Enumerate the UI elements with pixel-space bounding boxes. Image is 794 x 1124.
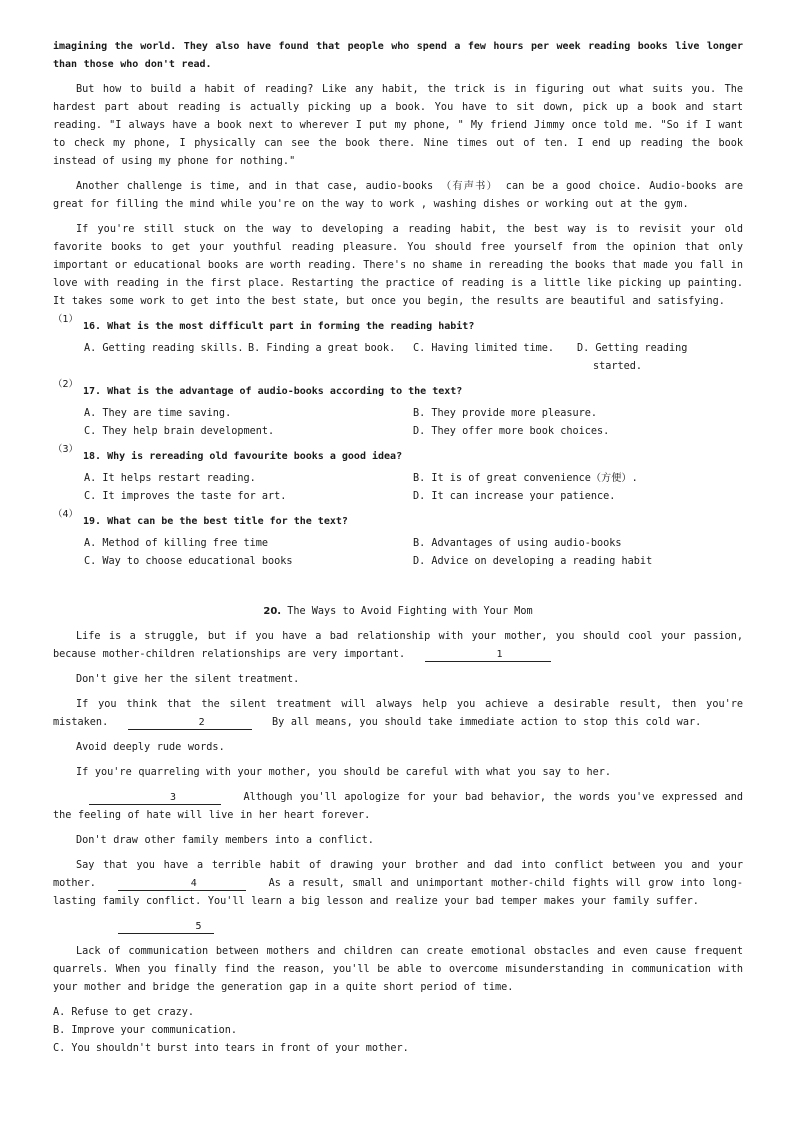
section-number: 20. xyxy=(263,606,282,617)
question-16 xyxy=(53,314,743,336)
s20-choices xyxy=(53,1004,743,1058)
s20-blank-5-line xyxy=(53,918,743,936)
passage-intro: imagining the world. They also have found that people who spend a few hours per week reading books live longer than those who don't read. xyxy=(53,41,743,70)
blank-4[interactable]: 4 xyxy=(118,877,246,891)
option-b[interactable]: B. Advantages of using audio-books xyxy=(413,538,622,549)
option-d-continued: started. xyxy=(593,361,643,372)
blank-3[interactable]: 3 xyxy=(89,791,221,805)
section-20-title xyxy=(53,603,743,621)
option-a[interactable]: A. It helps restart reading. xyxy=(84,473,256,484)
blank-5[interactable]: 5 xyxy=(118,920,214,934)
question-stem: 18. Why is rereading old favourite books a good idea? xyxy=(83,451,403,462)
s20-paragraph-3b: 3 Although you'll apologize for your bad behavior, the words you've expressed and the feeling of hate will live in her heart forever. xyxy=(53,792,743,821)
choice-b[interactable]: B. Improve your communication. xyxy=(53,1025,238,1036)
option-a[interactable]: A. Method of killing free time xyxy=(84,538,269,549)
question-number: （3） xyxy=(53,444,79,455)
question-number: （1） xyxy=(53,314,79,325)
question-19-options xyxy=(84,535,743,571)
option-c[interactable]: C. They help brain development. xyxy=(84,426,275,437)
s20-paragraph-3: If you're quarreling with your mother, you should be careful with what you say to her. xyxy=(76,767,611,778)
choice-a[interactable]: A. Refuse to get crazy. xyxy=(53,1007,195,1018)
question-17 xyxy=(53,379,743,401)
option-d[interactable]: D. Getting reading xyxy=(577,343,688,354)
passage-paragraph-3: If you're still stuck on the way to developing a reading habit, the best way is to revisit your old favorite books to get your youthful reading pleasure. You should free yourself from the opinion that only important or educational books are worth reading. There's no shame in rereading the books that made you fall in love with reading in the first place. Restarting the practice of reading is a little like picking up painting. It takes some work to get into the best state, but once you begin, the results are beautiful and satisfying. xyxy=(53,224,743,307)
s20-paragraph-2: If you think that the silent treatment will always help you achieve a desirable result, then you're mistaken. 2 By all means, you should take immediate action to stop this cold war. xyxy=(53,699,743,728)
option-a[interactable]: A. Getting reading skills. xyxy=(84,343,244,354)
s20-paragraph-1: Life is a struggle, but if you have a bad relationship with your mother, you should cool your passion, because mother-children relationships are very important. 1 xyxy=(53,631,743,660)
question-17-options xyxy=(84,405,743,441)
passage-paragraph-2: Another challenge is time, and in that case, audio-books （有声书） can be a good choice. Audio-books are great for filling the mind while you're on the way to work , washing dishes or working out at the gym. xyxy=(53,181,743,210)
question-number: （2） xyxy=(53,379,79,390)
option-d[interactable]: D. It can increase your patience. xyxy=(413,491,616,502)
question-16-options xyxy=(53,340,743,376)
passage-paragraph-1: But how to build a habit of reading? Like any habit, the trick is in figuring out what suits you. The hardest part about reading is actually picking up a book. You have to sit down, pick up a book and start reading. "I always have a book next to wherever I put my phone, " My friend Jimmy once told me. "So if I want to check my phone, I physically can see the book there. Nine times out of ten. I end up reading the book instead of using my phone for nothing." xyxy=(53,84,743,167)
exam-page xyxy=(53,38,743,1058)
question-stem: 16. What is the most difficult part in forming the reading habit? xyxy=(83,321,475,332)
option-a[interactable]: A. They are time saving. xyxy=(84,408,232,419)
question-number: （4） xyxy=(53,509,79,520)
option-b[interactable]: B. Finding a great book. xyxy=(248,343,396,354)
blank-2[interactable]: 2 xyxy=(128,716,252,730)
question-18-options xyxy=(84,470,743,506)
option-c[interactable]: C. Way to choose educational books xyxy=(84,556,293,567)
question-stem: 19. What can be the best title for the text? xyxy=(83,516,348,527)
option-b[interactable]: B. It is of great convenience（方便）. xyxy=(413,473,638,484)
question-18 xyxy=(53,444,743,466)
question-stem: 17. What is the advantage of audio-books according to the text? xyxy=(83,386,463,397)
section-title-text: The Ways to Avoid Fighting with Your Mom xyxy=(287,606,533,617)
option-d[interactable]: D. Advice on developing a reading habit xyxy=(413,556,653,567)
s20-paragraph-4: Say that you have a terrible habit of drawing your brother and dad into conflict between you and your mother. 4 As a result, small and unimportant mother-child fights will grow into long-lasting family conflict. You'll learn a big lesson and realize your bad temper makes your family suffer. xyxy=(53,860,743,907)
question-19 xyxy=(53,509,743,531)
s20-paragraph-5: Lack of communication between mothers and children can create emotional obstacles and even cause frequent quarrels. When you finally find the reason, you'll be able to overcome misunderstanding in communication with your mother and bridge the generation gap in a quite short period of time. xyxy=(53,946,743,993)
option-c[interactable]: C. Having limited time. xyxy=(413,343,555,354)
choice-c[interactable]: C. You shouldn't burst into tears in front of your mother. xyxy=(53,1043,409,1054)
s20-heading-1: Don't give her the silent treatment. xyxy=(76,674,300,685)
s20-heading-2: Avoid deeply rude words. xyxy=(76,742,225,753)
s20-heading-3: Don't draw other family members into a conflict. xyxy=(76,835,374,846)
option-d[interactable]: D. They offer more book choices. xyxy=(413,426,610,437)
option-b[interactable]: B. They provide more pleasure. xyxy=(413,408,598,419)
option-c[interactable]: C. It improves the taste for art. xyxy=(84,491,287,502)
blank-1[interactable]: 1 xyxy=(425,648,551,662)
